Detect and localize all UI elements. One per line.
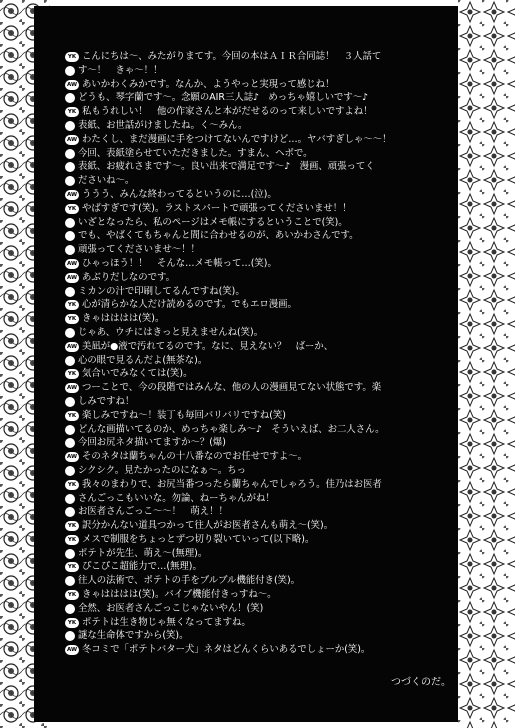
speaker-icon — [65, 356, 75, 366]
dialogue-line — [68, 533, 460, 547]
dialogue-line — [68, 602, 460, 616]
dialogue-text: あぶりだしなのです。 — [82, 271, 175, 283]
dialogue-text: シクシク。見たかったのになぁ〜。ちっ — [78, 464, 247, 476]
dialogue-line — [68, 326, 460, 340]
speaker-icon: YK — [65, 535, 79, 545]
dialogue-line — [68, 50, 460, 64]
dialogue-line — [68, 119, 460, 133]
dialogue-line — [68, 78, 460, 92]
dialogue-line — [68, 464, 460, 478]
dialogue-text: でも、やばくてもちゃんと間に合わせるのが、あいかわさんです。 — [78, 230, 359, 242]
speaker-icon — [65, 176, 75, 186]
dialogue-text: やばすぎです(笑)。ラストスパートで頑張ってくださいませ！！ — [82, 202, 352, 214]
dialogue-text: 気合いでみなくては(笑)。 — [82, 368, 193, 380]
speaker-icon — [65, 287, 75, 297]
dialogue-text: ううう、みんな終わってるというのに…(泣)。 — [82, 188, 277, 200]
dialogue-text: 表紙、お世話がけましたね。く〜みん。 — [78, 119, 248, 131]
dialogue-line — [68, 450, 460, 464]
dialogue-line — [68, 271, 460, 285]
dialogue-text: 頑張ってくださいませ〜！！ — [78, 244, 200, 256]
dialogue-text: じゃあ、ウチにはきっと見えませんね(笑)。 — [78, 326, 264, 338]
speaker-icon: YK — [65, 480, 79, 490]
dialogue-text: す〜！ きゃ〜！！ — [78, 64, 163, 76]
dialogue-text: 私もうれしい！ 他の作家さんと本がだせるのって来しいですよね！ — [82, 106, 373, 118]
dialogue-text: つーことで、今の段階ではみんな、他の人の漫画見てない状態です。楽 — [82, 382, 382, 394]
dialogue-text: 心が清らかな人だけ読めるのです。でもエロ漫画。 — [82, 299, 297, 311]
dialogue-line — [68, 367, 460, 381]
speaker-icon — [65, 576, 75, 586]
speaker-icon — [65, 245, 75, 255]
dialogue-text: いざとなったら、私のページはメモ帳にするということで(笑)。 — [78, 216, 348, 228]
speaker-icon: AW — [66, 260, 78, 267]
dialogue-line — [68, 243, 460, 257]
speaker-icon: YK — [65, 590, 79, 600]
dialogue-text: きゃはははは(笑)。バイブ機能付きっすね〜。 — [82, 589, 277, 601]
speaker-icon: AW — [66, 274, 78, 281]
speaker-icon: YK — [65, 52, 79, 62]
speaker-icon: YK — [65, 300, 79, 310]
dialogue-list — [68, 50, 460, 657]
speaker-icon: AW — [66, 647, 78, 654]
dialogue-line — [68, 436, 460, 450]
dialogue-text: 全然、お医者さんごっこじゃないやん！(笑) — [78, 602, 264, 614]
dialogue-line — [68, 381, 460, 395]
dialogue-line — [68, 174, 460, 188]
dialogue-text: 訳分かんない道具つかって往人がお医者さんも萌え〜(笑)。 — [82, 520, 334, 532]
speaker-icon: YK — [65, 204, 79, 214]
speaker-icon: AW — [66, 454, 78, 461]
dialogue-line — [68, 423, 460, 437]
dialogue-text: ミカンの汁で印刷してるんですね(笑)。 — [78, 285, 245, 297]
dialogue-line — [68, 147, 460, 161]
dialogue-line — [68, 340, 460, 354]
dialogue-text: 往人の法術で、ポテトの手をブルブル機能付き(笑)。 — [78, 575, 301, 587]
dialogue-text: ださいね〜。 — [78, 175, 135, 187]
speaker-icon: YK — [65, 369, 79, 379]
dialogue-text: 美凪が●液で汚れてるのです。なに、見えない？ ばーか、 — [82, 340, 334, 352]
dialogue-line — [68, 629, 460, 643]
dialogue-line — [68, 395, 460, 409]
dialogue-text: あいかわくみかです。なんか、ようやっと実現って感じね！ — [82, 78, 335, 90]
speaker-icon: AW — [66, 136, 78, 143]
dialogue-line — [68, 160, 460, 174]
speaker-icon: YK — [65, 314, 79, 324]
speaker-icon — [65, 218, 75, 228]
dialogue-line — [68, 216, 460, 230]
dialogue-text: メスで制服をちょっとずつ切り裂いていって(以下略)。 — [82, 533, 315, 545]
speaker-icon — [65, 494, 75, 504]
dialogue-text: 今回、表紙塗らせていただきました。すまん、ヘボで。 — [78, 147, 313, 159]
dialogue-line — [68, 478, 460, 492]
speaker-icon — [65, 149, 75, 159]
dialogue-text: ぴこぴこ超能力で…(無理)。 — [82, 561, 202, 573]
dialogue-line — [68, 574, 460, 588]
dialogue-line — [68, 298, 460, 312]
dialogue-line — [68, 257, 460, 271]
speaker-icon — [65, 231, 75, 241]
dialogue-line — [68, 519, 460, 533]
speaker-icon: AW — [66, 385, 78, 392]
dialogue-text: どうも、琴字蘭です〜。念願のAIR三人誌♪ めっちゃ嬉しいです〜♪ — [78, 92, 369, 104]
dialogue-line — [68, 505, 460, 519]
dialogue-line — [68, 229, 460, 243]
dialogue-text: ポテトは生き物じゃ無くなってますね。 — [82, 616, 251, 628]
dialogue-line — [68, 560, 460, 574]
dialogue-line — [68, 188, 460, 202]
dialogue-text: ひゃっほう！！ そんな…メモ帳って…(笑)。 — [82, 257, 277, 269]
lace-border-right — [458, 0, 515, 728]
dialogue-line — [68, 616, 460, 630]
dialogue-text: こんにちは〜、みたがりまてす。今回の本はＡＩＲ合同誌！ ３人話て — [82, 51, 382, 62]
dialogue-text: 表紙、お疲れさまです〜。良い出来で満足です〜♪ 漫画、頑張ってく — [78, 161, 375, 173]
speaker-icon — [65, 549, 75, 559]
speaker-icon: YK — [65, 107, 79, 117]
dialogue-text: お医者さんごっこ〜〜！ 萌え！！ — [78, 506, 228, 518]
speaker-icon — [65, 631, 75, 641]
dialogue-line — [68, 133, 460, 147]
dialogue-text: さんごっこもいいな。勿論、ねーちゃんがね！ — [78, 492, 275, 504]
dialogue-line — [68, 492, 460, 506]
dialogue-line — [68, 91, 460, 105]
speaker-icon: YK — [65, 562, 79, 572]
dialogue-line — [68, 547, 460, 561]
speaker-icon — [65, 425, 75, 435]
dialogue-text: どんな画描いてるのか、めっちゃ楽しみ〜♪ そういえば、お二人さん。 — [78, 423, 385, 435]
speaker-icon: YK — [65, 618, 79, 628]
dialogue-text: 今回お尻ネタ描いてますか〜？(爆) — [78, 437, 226, 449]
dialogue-text: わたくし、まだ漫画に手をつけてないんですけど…。ヤバすぎしゃ〜〜！ — [82, 133, 392, 145]
dialogue-line — [68, 643, 460, 657]
speaker-icon — [65, 328, 75, 338]
dialogue-text: きゃはははは(笑)。 — [82, 313, 165, 325]
dialogue-text: 我々のまわりで、お尻当番つったら蘭ちゃんでしゃろう。佳乃はお医者 — [82, 478, 382, 490]
speaker-icon: YK — [65, 411, 79, 421]
signoff-text: つづくのだ。 — [391, 677, 451, 688]
dialogue-text: 冬コミで「ポテトバター犬」ネタはどんくらいあるでしょーか(笑)。 — [82, 644, 371, 656]
dialogue-line — [68, 285, 460, 299]
dialogue-text: そのネタは蘭ちゃんの十八番なのでお任せですよ〜。 — [82, 451, 308, 463]
speaker-icon: AW — [66, 191, 78, 198]
speaker-icon — [65, 604, 75, 614]
dialogue-text: しみですね！ — [78, 395, 135, 407]
dialogue-text: ポテトが先生、萌え〜(無理)。 — [78, 547, 208, 559]
speaker-icon: AW — [66, 81, 78, 88]
speaker-icon: AW — [66, 343, 78, 350]
speaker-icon — [65, 397, 75, 407]
speaker-icon — [65, 162, 75, 172]
dialogue-text: 謎な生命体ですから(笑)。 — [78, 630, 189, 642]
speaker-icon: YK — [65, 521, 79, 531]
speaker-icon — [65, 438, 75, 448]
dialogue-text: 楽しみですね〜！装丁も毎回バリバリですね(笑) — [82, 409, 286, 421]
dialogue-line — [68, 588, 460, 602]
dialogue-line — [68, 409, 460, 423]
speaker-icon — [65, 121, 75, 131]
dialogue-text: 心の眼で見るんだよ(無茶な)。 — [78, 354, 208, 366]
dialogue-line — [68, 312, 460, 326]
dialogue-line — [68, 354, 460, 368]
speaker-icon — [65, 466, 75, 476]
speaker-icon — [65, 66, 75, 76]
speaker-icon — [65, 507, 75, 517]
speaker-icon — [65, 93, 75, 103]
dialogue-line — [68, 105, 460, 119]
dialogue-line — [68, 64, 460, 78]
dialogue-line — [68, 202, 460, 216]
